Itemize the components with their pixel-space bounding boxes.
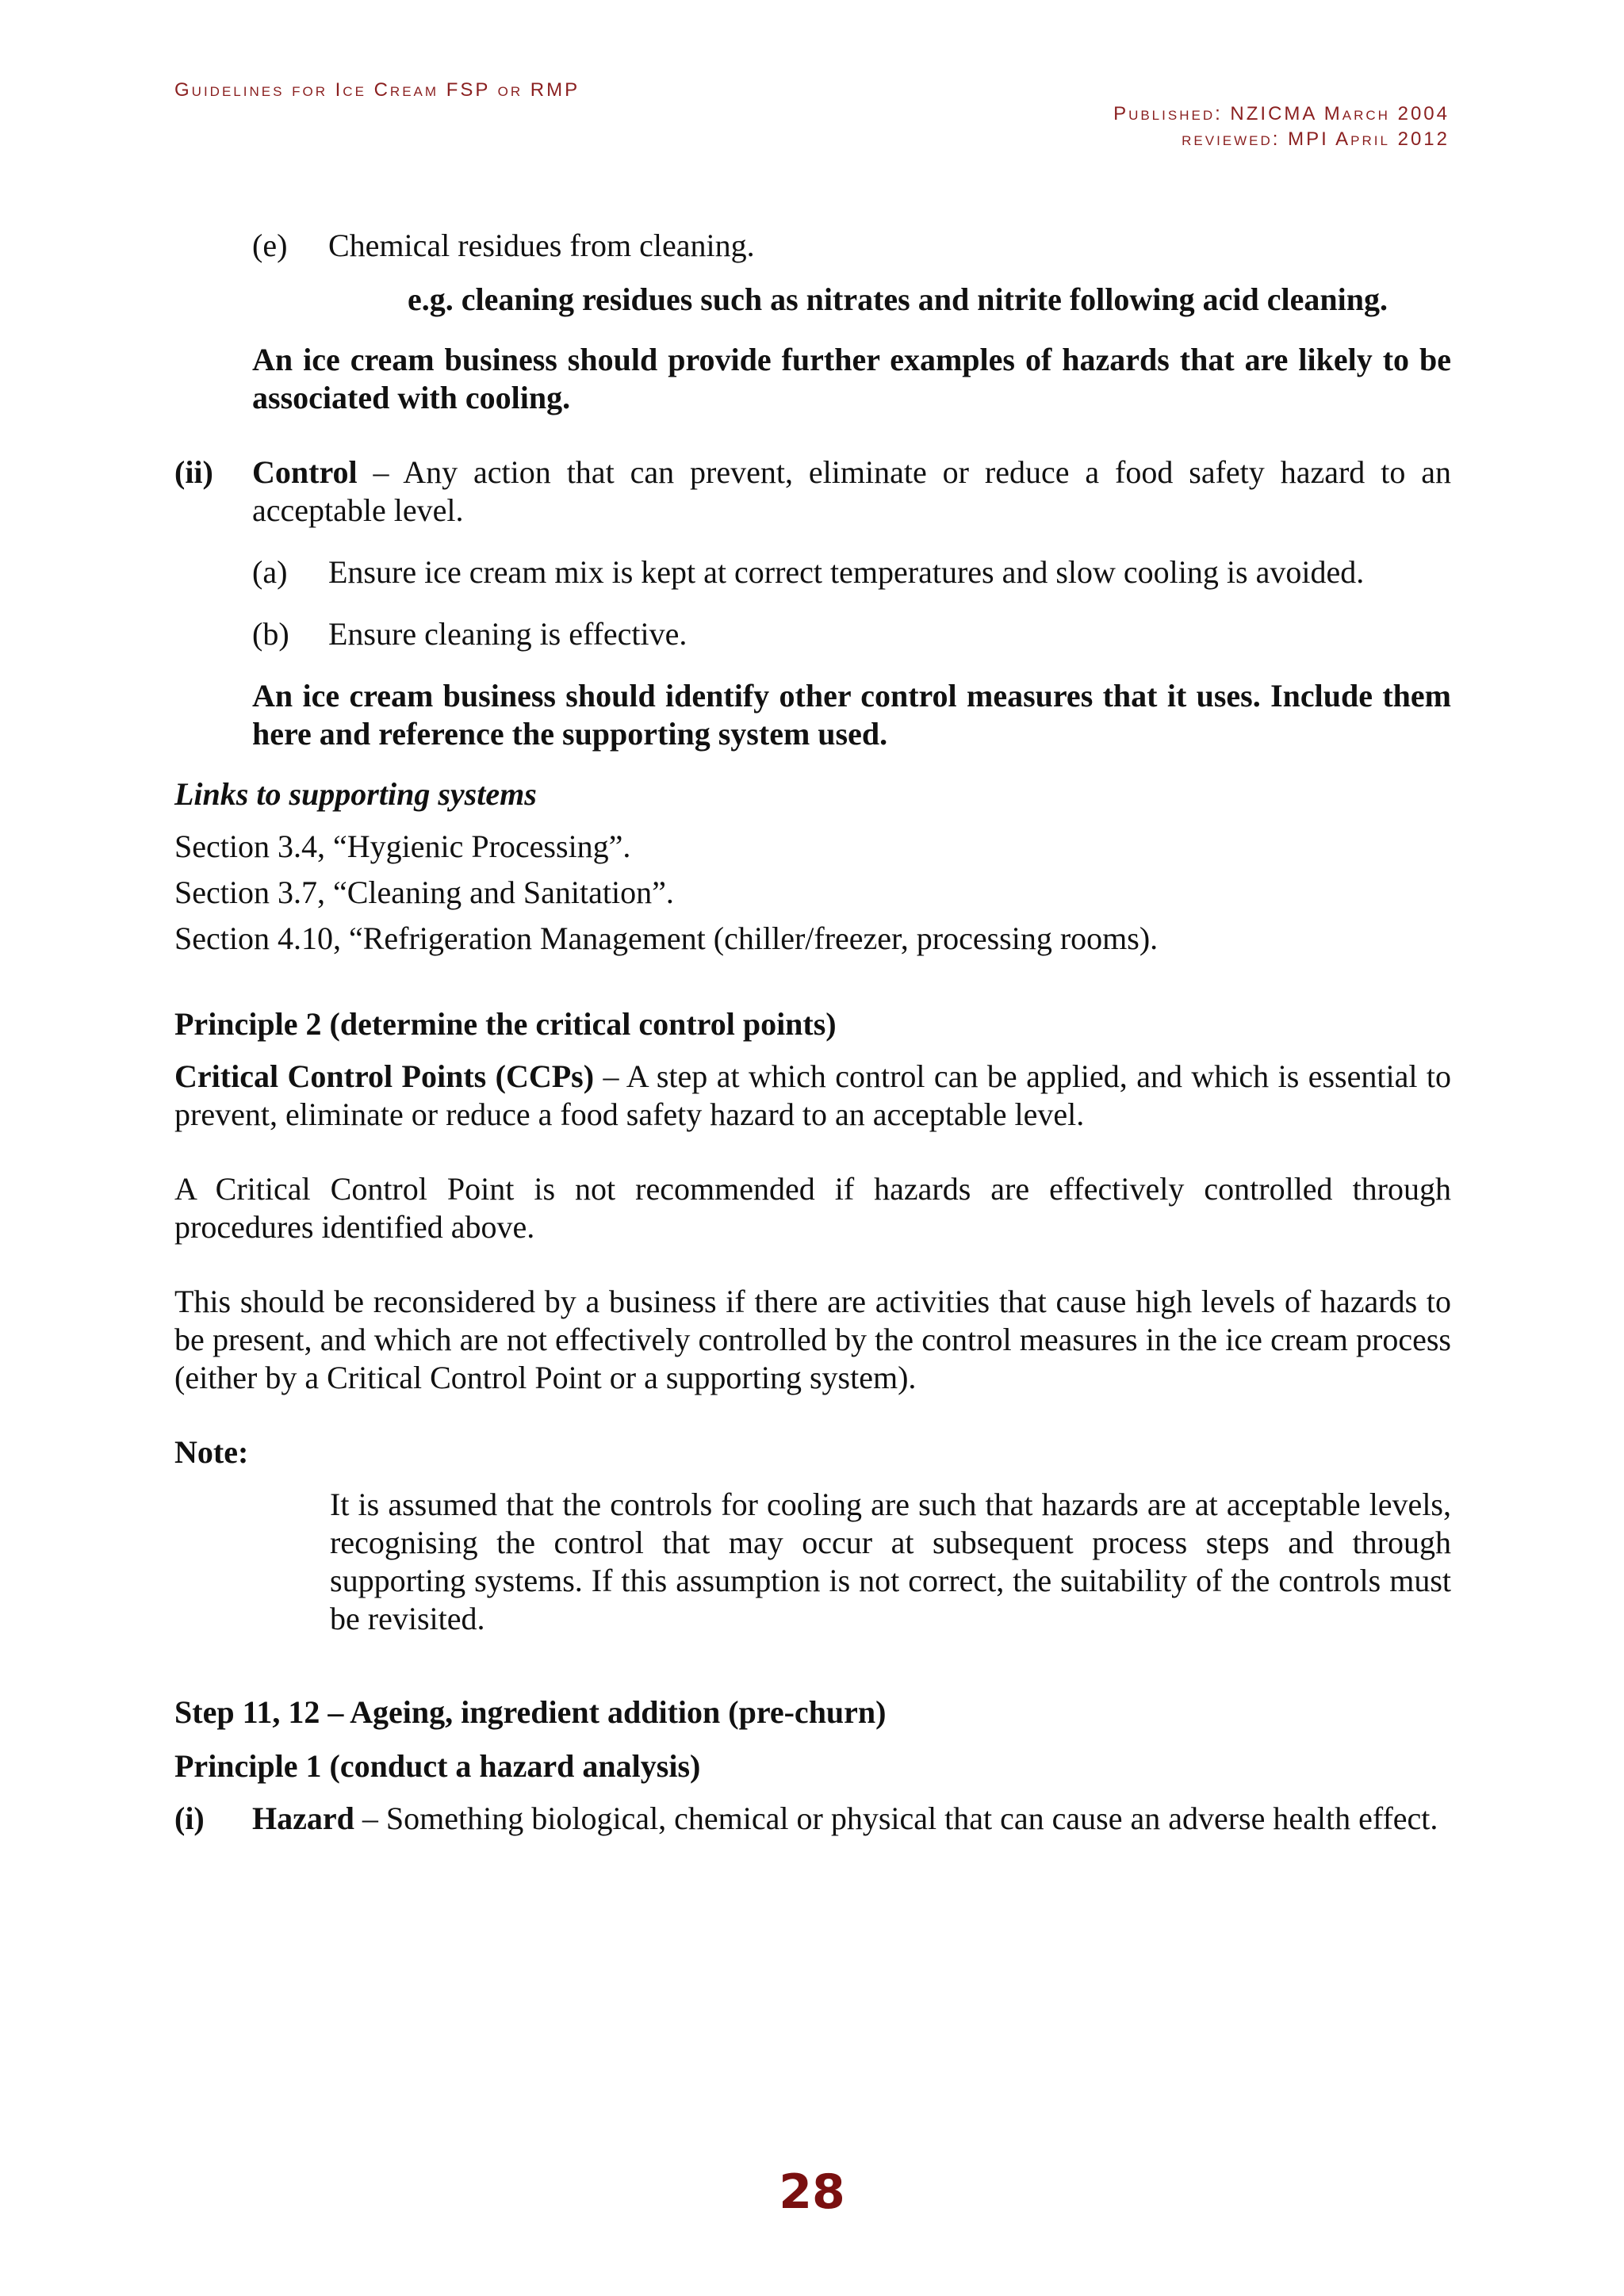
hazard-guidance-note: An ice cream business should provide further examples of hazards that are likely to be associated with cooling. [252, 342, 1451, 415]
control-item-a-text: Ensure ice cream mix is kept at correct temperatures and slow cooling is avoided. [328, 554, 1365, 590]
principle-2-heading: Principle 2 (determine the critical control points) [174, 1006, 837, 1042]
note-text: It is assumed that the controls for cooling are such that hazards are at acceptable levels, recognising the control that may occur at subsequent process steps and through supporting systems. If this assumption is not correct, the suitability of the controls must be revisited. [330, 1487, 1451, 1636]
control-item-b-text: Ensure cleaning is effective. [328, 616, 688, 652]
ccp-paragraph-2: This should be reconsidered by a business if there are activities that cause high levels of hazards to be present, and which are not effectively controlled by the control measures in the ice cream process (either by a Critical Control Point or a supporting system). [174, 1284, 1451, 1395]
ccp-definition [174, 1058, 1451, 1134]
ccp-paragraph-1: A Critical Control Point is not recommended if hazards are effectively controlled through procedures identified above. [174, 1171, 1451, 1245]
links-item-2: Section 3.7, “Cleaning and Sanitation”. [174, 874, 674, 910]
hazard-label: (i) [174, 1800, 205, 1836]
hazard-item-e [252, 227, 1451, 265]
header-document-title [174, 79, 580, 101]
page-body [174, 227, 1451, 1838]
control-item-a-label: (a) [252, 554, 288, 590]
hazard-example: e.g. cleaning residues such as nitrates and nitrite following acid cleaning. [408, 281, 1388, 317]
step-heading: Step 11, 12 – Ageing, ingredient addition (pre-churn) [174, 1694, 887, 1730]
control-item-a [252, 553, 1451, 591]
header-published-text: Published: NZICMA March 2004 [1113, 103, 1450, 124]
hazard-item-e-label: (e) [252, 228, 288, 263]
hazard-term: Hazard [252, 1800, 354, 1836]
control-term: Control [252, 454, 358, 490]
control-label: (ii) [174, 454, 213, 490]
control-definition [174, 453, 1451, 530]
links-item-3: Section 4.10, “Refrigeration Management (chiller/freezer, processing rooms). [174, 920, 1159, 956]
note-label: Note: [174, 1434, 249, 1470]
links-heading: Links to supporting systems [174, 776, 537, 812]
control-item-b [252, 615, 1451, 653]
links-item-1: Section 3.4, “Hygienic Processing”. [174, 828, 631, 864]
header-published [1113, 103, 1450, 125]
control-guidance-note: An ice cream business should identify other control measures that it uses. Include them here and reference the supporting system used. [252, 678, 1451, 752]
ccp-definition-text: – A step at which control can be applied, and which is essential to prevent, eliminate or reduce a food safety hazard to an acceptable level. [174, 1058, 1452, 1132]
hazard-definition [174, 1800, 1451, 1838]
header-reviewed [1182, 128, 1450, 151]
header-document-title-text: Guidelines for Ice Cream FSP or RMP [174, 79, 580, 101]
principle-1-heading: Principle 1 (conduct a hazard analysis) [174, 1748, 701, 1784]
header-reviewed-text: reviewed: MPI April 2012 [1182, 128, 1450, 150]
hazard-item-e-text: Chemical residues from cleaning. [328, 228, 755, 263]
hazard-definition-text: – Something biological, chemical or physical that can cause an adverse health effect. [354, 1800, 1438, 1836]
page-number: 28 [779, 2164, 845, 2220]
ccp-term: Critical Control Points (CCPs) [174, 1058, 595, 1094]
control-item-b-label: (b) [252, 616, 289, 652]
control-definition-text: – Any action that can prevent, eliminate or reduce a food safety hazard to an acceptable level. [252, 454, 1451, 528]
